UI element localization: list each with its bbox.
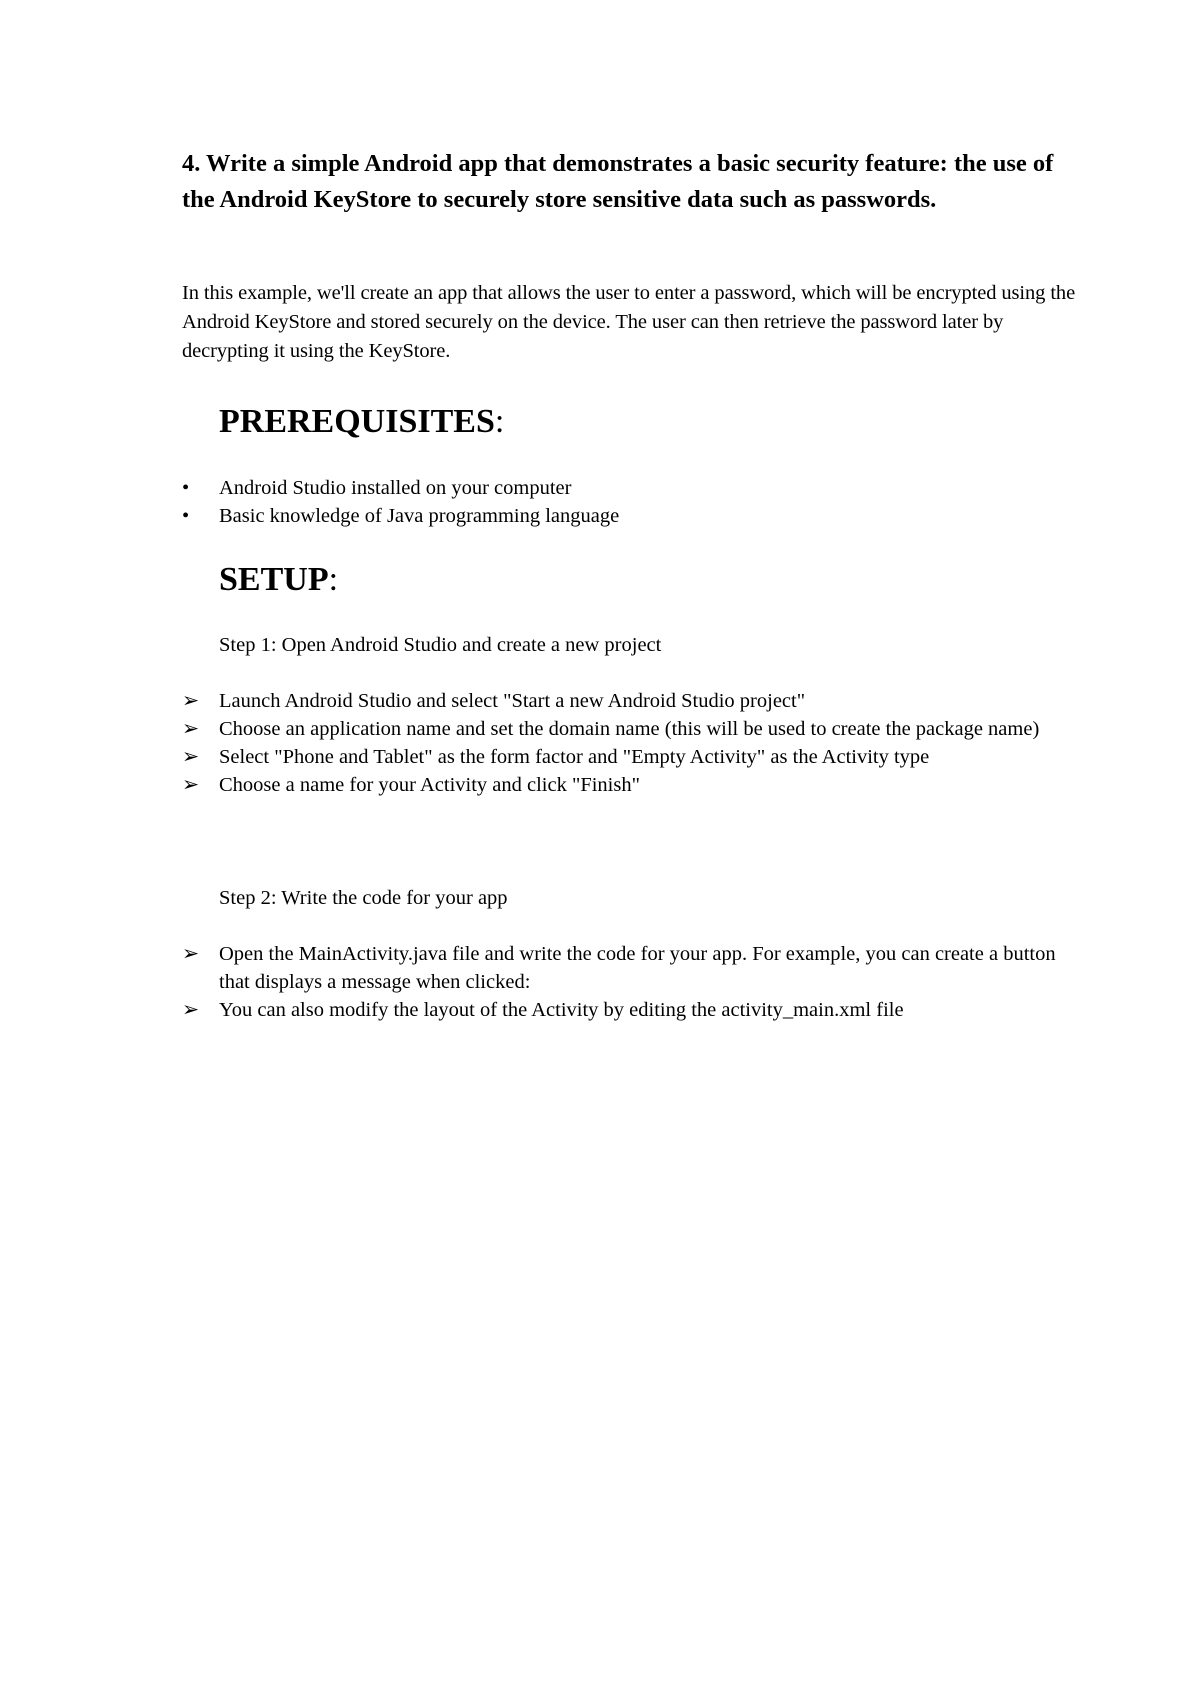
step-2-list <box>182 940 1062 1024</box>
list-item <box>182 771 1062 799</box>
setup-heading <box>219 560 338 600</box>
setup-heading-colon: : <box>328 561 339 598</box>
list-item-text: Launch Android Studio and select "Start a new Android Studio project" <box>219 690 806 712</box>
list-item-text: Choose an application name and set the domain name (this will be used to create the package name) <box>219 718 1040 740</box>
arrow-bullet-icon: ➢ <box>182 718 200 740</box>
document-title: 4. Write a simple Android app that demonstrates a basic security feature: the use of the Android KeyStore to securely store sensitive data such as passwords. <box>182 150 1054 213</box>
step-2-label: Step 2: Write the code for your app <box>219 887 508 909</box>
arrow-bullet-icon: ➢ <box>182 690 200 712</box>
list-item <box>182 743 1062 771</box>
arrow-bullet-icon: ➢ <box>182 774 200 796</box>
list-item-text: You can also modify the layout of the Activity by editing the activity_main.xml file <box>219 999 904 1021</box>
arrow-bullet-icon: ➢ <box>182 943 200 965</box>
list-item <box>182 474 1062 502</box>
list-item-text: Android Studio installed on your computer <box>219 477 572 499</box>
list-item <box>182 996 1062 1024</box>
bullet-icon: • <box>182 505 190 527</box>
step-1-label: Step 1: Open Android Studio and create a new project <box>219 634 662 656</box>
list-item-text: Select "Phone and Tablet" as the form factor and "Empty Activity" as the Activity type <box>219 746 930 768</box>
list-item-text: Open the MainActivity.java file and write the code for your app. For example, you can create a button that displays a message when clicked: <box>219 943 1056 993</box>
bullet-icon: • <box>182 477 190 499</box>
prerequisites-heading <box>219 402 504 442</box>
arrow-bullet-icon: ➢ <box>182 999 200 1021</box>
list-item <box>182 940 1062 996</box>
list-item <box>182 502 1062 530</box>
setup-heading-text: SETUP <box>219 561 329 598</box>
step-1-list <box>182 687 1062 799</box>
list-item-text: Basic knowledge of Java programming language <box>219 505 620 527</box>
list-item-text: Choose a name for your Activity and click "Finish" <box>219 774 640 796</box>
prerequisites-heading-text: PREREQUISITES <box>219 403 495 440</box>
list-item <box>182 687 1062 715</box>
list-item <box>182 715 1062 743</box>
arrow-bullet-icon: ➢ <box>182 746 200 768</box>
prerequisites-heading-colon: : <box>494 403 505 440</box>
intro-paragraph: In this example, we'll create an app that allows the user to enter a password, which will be encrypted using the Android KeyStore and stored securely on the device. The user can then retrieve the password later by decrypting it using the KeyStore. <box>182 282 1076 362</box>
prerequisites-list <box>182 474 1062 530</box>
